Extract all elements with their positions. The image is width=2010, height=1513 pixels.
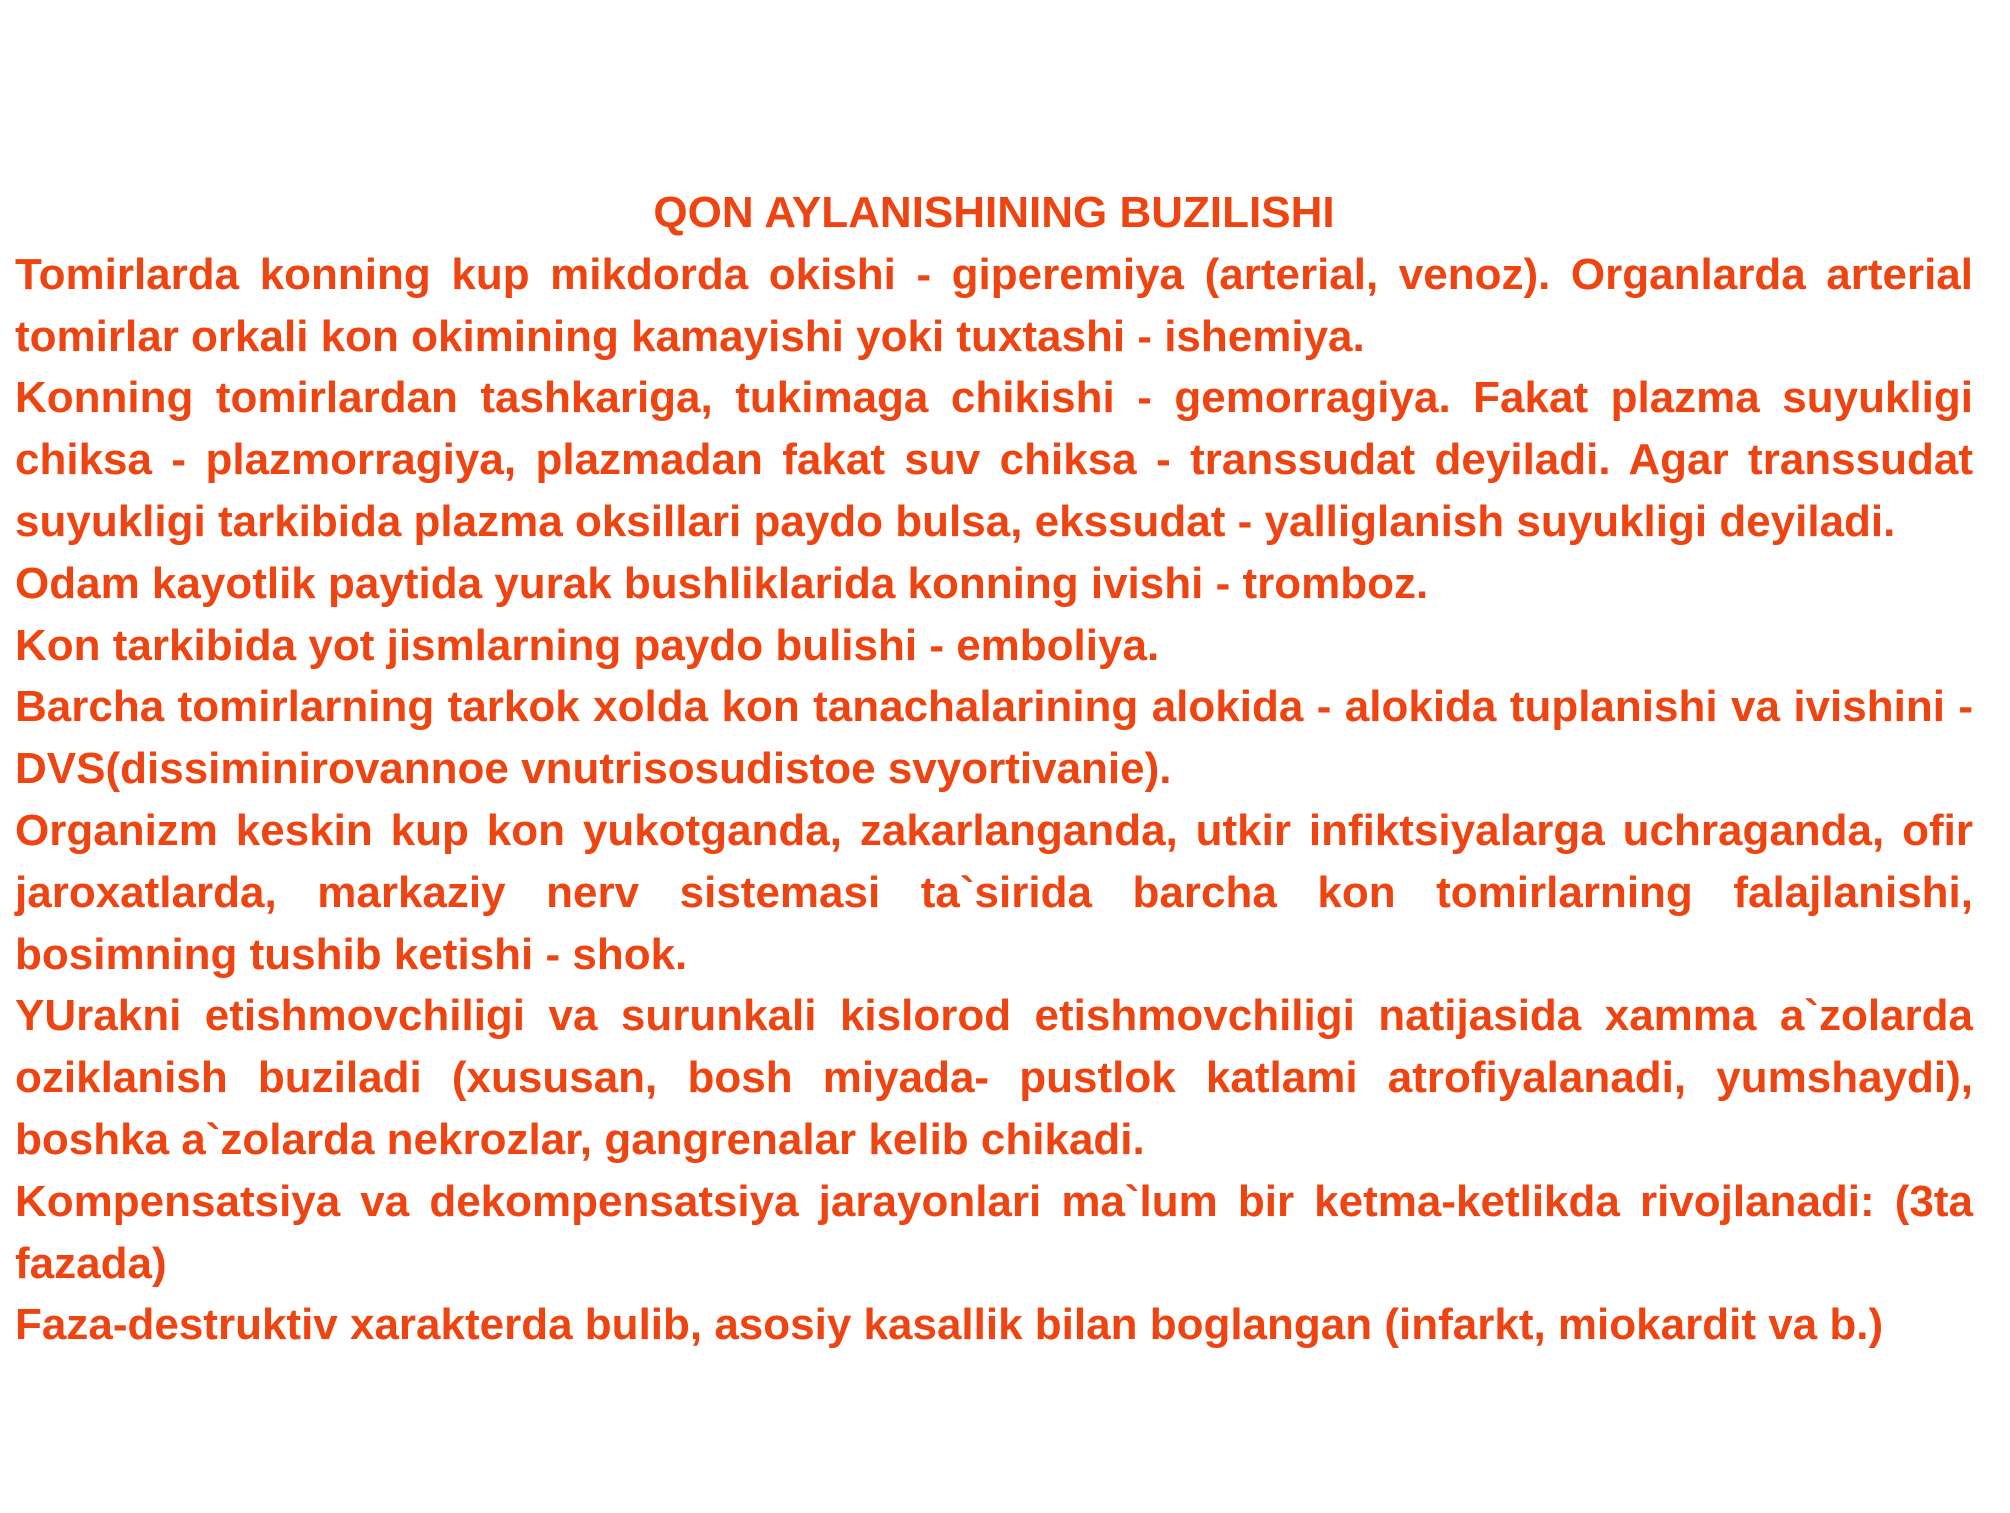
slide-content (15, 182, 1973, 1356)
slide-title: QON AYLANISHINING BUZILISHI (653, 188, 1335, 237)
paragraph-hyperemia-ischemia: Tomirlarda konning kup mikdorda okishi - giperemiya (arterial, venoz). Organlarda arterial tomirlar orkali kon okimining kamayishi yoki tuxtashi - ishemiya. (15, 249, 1973, 361)
paragraph-embolism: Kon tarkibida yot jismlarning paydo bulishi - emboliya. (15, 620, 1160, 670)
paragraph-thrombosis: Odam kayotlik paytida yurak bushliklarida konning ivishi - tromboz. (15, 558, 1429, 608)
paragraph-compensation: Kompensatsiya va dekompensatsiya jarayonlari ma`lum bir ketma-ketlikda rivojlanadi: (3ta fazada) (15, 1176, 1973, 1288)
paragraph-dvs: Barcha tomirlarning tarkok xolda kon tanachalarining alokida - alokida tuplanishi va ivishini - DVS(dissiminirovannoe vnutrisosudistoe svyortivanie). (15, 682, 1973, 794)
paragraph-phase: Faza-destruktiv xarakterda bulib, asosiy kasallik bilan boglangan (infarkt, miokardit va b.) (15, 1300, 1884, 1350)
paragraph-hemorrhage: Konning tomirlardan tashkariga, tukimaga chikishi - gemorragiya. Fakat plazma suyukligi chiksa - plazmorragiya, plazmadan fakat suv chiksa - transsudat deyiladi. Agar transsudat suyukligi tarkibida plazma oksillari paydo bulsa, ekssudat - yalliglanish suyukligi deyiladi. (15, 373, 1973, 546)
paragraph-heart-failure: YUrakni etishmovchiligi va surunkali kislorod etishmovchiligi natijasida xamma a`zolarda oziklanish buziladi (xususan, bosh miyada- pustlok katlami atrofiyalanadi, yumshaydi), boshka a`zolarda nekrozlar, gangrenalar kelib chikadi. (15, 991, 1973, 1164)
paragraph-shock: Organizm keskin kup kon yukotganda, zakarlanganda, utkir infiktsiyalarga uchraganda, ofir jaroxatlarda, markaziy nerv sistemasi ta`sirida barcha kon tomirlarning falajlanishi, bosimning tushib ketishi - shok. (15, 805, 1973, 979)
